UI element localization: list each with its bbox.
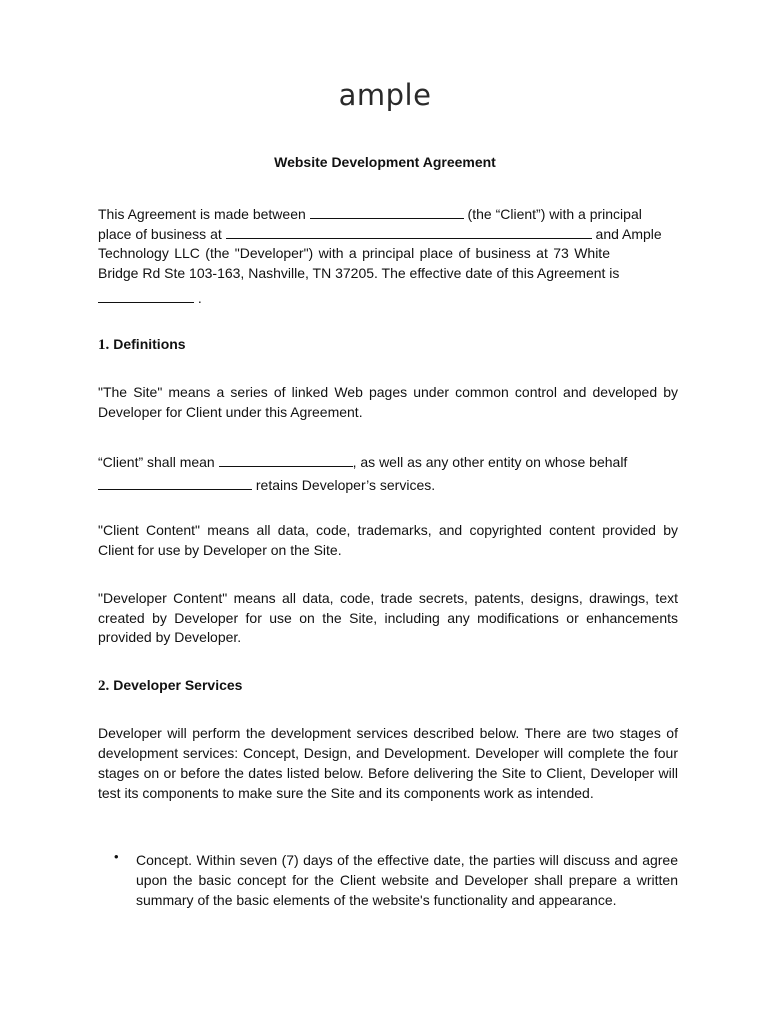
client-address-blank[interactable] xyxy=(226,225,592,239)
definition-client-content: "Client Content" means all data, code, trademarks, and copyrighted content provided by Client for use by Developer on the Site. xyxy=(98,522,678,558)
section-1-heading: 1. Definitions xyxy=(98,336,186,353)
intro-line-1: This Agreement is made between (the “Client”) with a principal xyxy=(98,206,642,222)
definition-client: “Client” shall mean , as well as any other entity on whose behalf retains Developer’s services. xyxy=(98,454,628,493)
definition-site: "The Site" means a series of linked Web pages under common control and developed by Developer for Client under this Agreement. xyxy=(98,384,678,420)
services-intro: Developer will perform the development services described below. There are two stages of development services: Concept, Design, and Development. Developer will complete the four stages on or before the dates listed below. Before delivering the Site to Client, Developer will test its components to make sure the Site and its components work as intended. xyxy=(98,725,678,801)
definition-developer-content: "Developer Content" means all data, code, trade secrets, patents, designs, drawings, text created by Developer for use on the Site, including any modifications or enhancements provided by Developer. xyxy=(98,590,678,646)
intro-line-4: Bridge Rd Ste 103-163, Nashville, TN 37205. The effective date of this Agreement is xyxy=(98,264,620,281)
document-title: Website Development Agreement xyxy=(274,154,496,170)
client-entity-blank[interactable] xyxy=(98,476,252,490)
client-name-blank[interactable] xyxy=(310,205,464,219)
intro-line-5: . xyxy=(98,289,678,309)
effective-date-blank[interactable] xyxy=(98,289,194,303)
concept-item: Concept. Within seven (7) days of the effective date, the parties will discuss and agree upon the basic concept for the Client website and Developer shall prepare a written summary of the basic elements of the website's functionality and appearance. xyxy=(136,852,678,908)
bullet-icon: • xyxy=(114,849,119,864)
section-2-heading: 2. Developer Services xyxy=(98,677,243,694)
intro-line-3: Technology LLC (the "Developer") with a principal place of business at 73 White xyxy=(98,245,610,262)
client-definition-blank[interactable] xyxy=(219,453,353,467)
company-logo: ample xyxy=(338,78,432,112)
intro-paragraph xyxy=(98,205,678,309)
intro-line-2: place of business at and Ample xyxy=(98,225,662,242)
